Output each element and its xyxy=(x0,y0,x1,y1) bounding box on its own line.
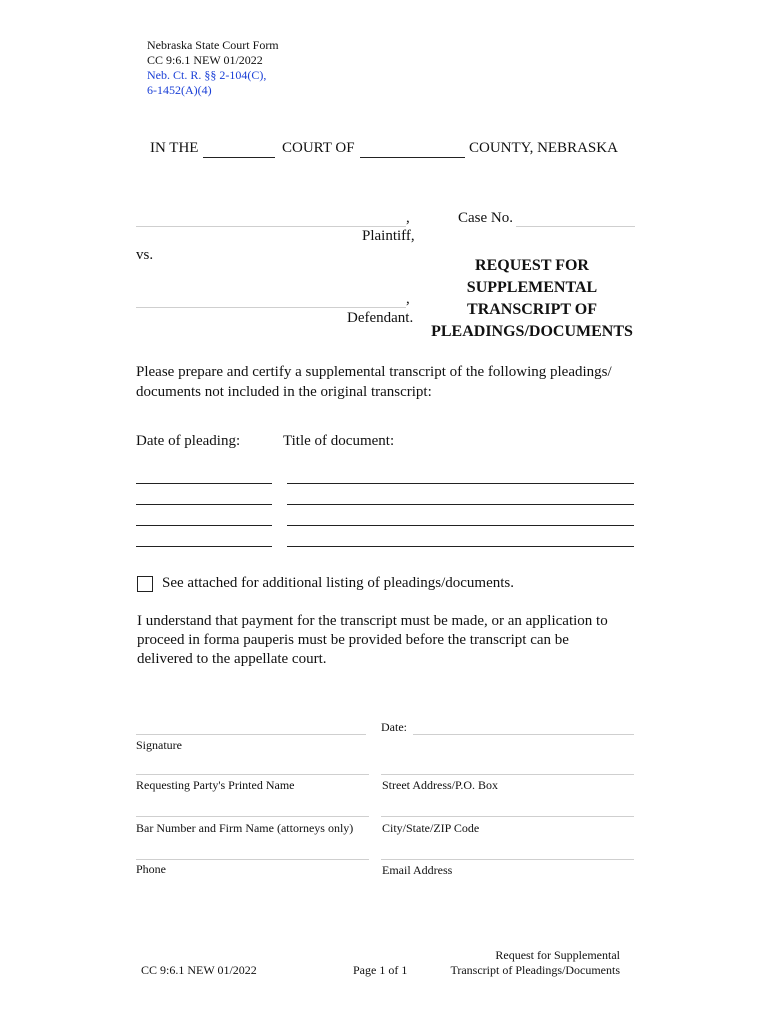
signature-field[interactable] xyxy=(136,734,366,735)
county-blank[interactable] xyxy=(360,157,465,158)
footer-form-number: CC 9:6.1 NEW 01/2022 xyxy=(141,963,257,977)
footer-document-title xyxy=(440,948,620,978)
request-paragraph xyxy=(136,362,612,402)
payment-paragraph-line-2: proceed in forma pauperis must be provided before the transcript can be xyxy=(137,632,569,648)
date-label: Date: xyxy=(381,720,407,734)
bar-number-label: Bar Number and Firm Name (attorneys only) xyxy=(136,821,354,835)
document-title-field-1[interactable] xyxy=(287,483,634,484)
form-number: CC 9:6.1 NEW 01/2022 xyxy=(147,53,263,67)
request-paragraph-line-2: documents not included in the original transcript: xyxy=(136,384,432,400)
footer-title-line-2: Transcript of Pleadings/Documents xyxy=(450,963,620,977)
date-of-pleading-label: Date of pleading: xyxy=(136,433,241,449)
form-header xyxy=(147,38,279,98)
footer-page-number: Page 1 of 1 xyxy=(353,963,408,977)
title-line-1: REQUEST FOR xyxy=(475,257,589,274)
document-title xyxy=(428,255,636,343)
printed-name-field[interactable] xyxy=(136,774,369,775)
email-label: Email Address xyxy=(382,863,453,877)
court-of-label: COURT OF xyxy=(282,140,355,156)
case-no-field[interactable] xyxy=(516,226,635,227)
title-line-4: PLEADINGS/DOCUMENTS xyxy=(431,323,633,340)
case-no-label: Case No. xyxy=(458,210,513,226)
pleading-date-field-4[interactable] xyxy=(136,546,272,547)
footer-title-line-1: Request for Supplemental xyxy=(495,948,620,962)
pleading-date-field-3[interactable] xyxy=(136,525,272,526)
title-line-3: TRANSCRIPT OF xyxy=(467,301,597,318)
payment-paragraph-line-1: I understand that payment for the transcript must be made, or an application to xyxy=(137,613,608,629)
additional-listing-label: See attached for additional listing of pleadings/documents. xyxy=(162,575,514,591)
city-state-zip-label: City/State/ZIP Code xyxy=(382,821,480,835)
request-paragraph-line-1: Please prepare and certify a supplemental transcript of the following pleadings/ xyxy=(136,364,612,380)
pleading-date-field-1[interactable] xyxy=(136,483,272,484)
payment-paragraph-line-3: delivered to the appellate court. xyxy=(137,651,327,667)
street-address-label: Street Address/P.O. Box xyxy=(382,778,499,792)
versus-label: vs. xyxy=(136,247,154,263)
defendant-label: Defendant. xyxy=(347,310,414,326)
street-address-field[interactable] xyxy=(381,774,634,775)
email-field[interactable] xyxy=(381,859,634,860)
bar-number-field[interactable] xyxy=(136,816,369,817)
county-nebraska-label: COUNTY, NEBRASKA xyxy=(469,140,618,156)
plaintiff-name-field[interactable] xyxy=(136,226,406,227)
court-in-the: IN THE xyxy=(150,140,199,156)
payment-paragraph xyxy=(137,612,608,669)
title-of-document-label: Title of document: xyxy=(283,433,395,449)
defendant-name-field[interactable] xyxy=(136,307,406,308)
pleading-date-field-2[interactable] xyxy=(136,504,272,505)
form-state-label: Nebraska State Court Form xyxy=(147,38,279,52)
city-state-zip-field[interactable] xyxy=(381,816,634,817)
rule-reference-link[interactable]: Neb. Ct. R. §§ 2-104(C), xyxy=(147,68,267,82)
title-line-2: SUPPLEMENTAL xyxy=(466,279,598,296)
phone-label: Phone xyxy=(136,862,166,876)
phone-field[interactable] xyxy=(136,859,369,860)
defendant-comma: , xyxy=(406,291,410,307)
date-field[interactable] xyxy=(413,734,634,735)
printed-name-label: Requesting Party's Printed Name xyxy=(136,778,295,792)
plaintiff-label: Plaintiff, xyxy=(362,228,415,244)
document-title-field-4[interactable] xyxy=(287,546,634,547)
additional-listing-checkbox[interactable] xyxy=(137,576,153,592)
document-title-field-3[interactable] xyxy=(287,525,634,526)
plaintiff-comma: , xyxy=(406,210,410,226)
signature-label: Signature xyxy=(136,738,182,752)
rule-reference-link-2[interactable]: 6-1452(A)(4) xyxy=(147,83,212,97)
court-type-blank[interactable] xyxy=(203,157,275,158)
document-title-field-2[interactable] xyxy=(287,504,634,505)
